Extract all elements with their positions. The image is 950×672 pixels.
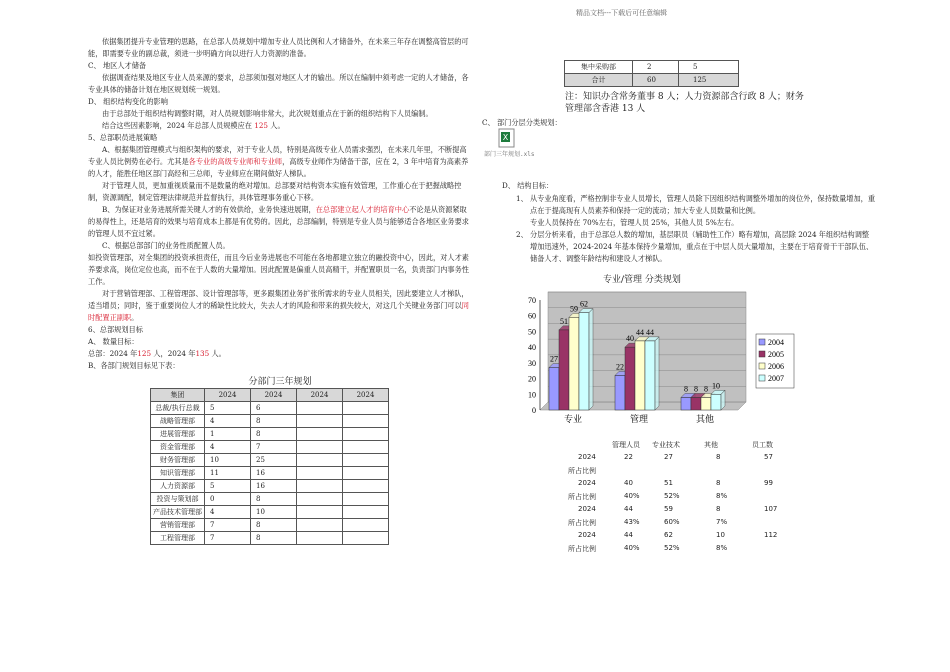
- table-cell: 工程管理部: [151, 532, 205, 545]
- bar-chart: [512, 288, 802, 438]
- table-cell: 10: [205, 454, 251, 467]
- stats-cell: 44: [624, 531, 633, 539]
- table-cell: 6: [251, 402, 297, 415]
- list-text: 专业人员保持在 70%左右，管理人员 25%，其他人员 5%左右。: [530, 218, 739, 227]
- stats-row-label: 所占比例: [568, 545, 596, 553]
- stats-cell: 52%: [664, 544, 680, 552]
- stats-cell: 52%: [664, 492, 680, 500]
- paragraph-a: A、根据集团管理模式与组织架构的要求，对于专业人员，特别是高级专业人员需求强烈，在未来几年里，不断提高专业人员比例势在必行。尤其是各专业的高级专业师和专业师，高级专业师作为储备干部，应在 2，3 年中培育为高素养的人才，能胜任地区部门高经和三总师，专业师应在期间做好人梯队。: [88, 145, 469, 178]
- table-row: [151, 415, 389, 428]
- table-cell: 集中采购部: [565, 61, 633, 74]
- table-cell: 60: [633, 74, 679, 87]
- bar: [615, 375, 625, 410]
- table-cell: 4: [205, 415, 251, 428]
- stats-cell: 8: [716, 453, 721, 461]
- table-cell: 5: [205, 402, 251, 415]
- data-label: 8: [694, 384, 698, 394]
- table-cell: [343, 441, 389, 454]
- table-cell: [343, 415, 389, 428]
- table-cell: [343, 532, 389, 545]
- paragraph-invest: 如投资管理部，对全集团的投资承担责任，而且今后业务进展也不可能在各地都建立独立的融投资中心，因此，对人才素养要求高，岗位定位也高，而不在于人数的大量增加。因此配置是偏重人员高精干，并配置职员一名，负责部门内事务性工作。: [88, 253, 469, 286]
- table-cell: 5: [205, 480, 251, 493]
- table-row: [151, 467, 389, 480]
- table-cell: 资金管理部: [151, 441, 205, 454]
- stats-cell: 8%: [716, 544, 728, 552]
- table-cell: 7: [205, 519, 251, 532]
- table-cell: [297, 441, 343, 454]
- paragraph-cc: C、根据总部部门的业务性质配置人员。: [102, 241, 230, 250]
- stats-row-label: 2024: [578, 505, 596, 513]
- dept-table-header: 2024: [297, 389, 343, 402]
- table-row: [151, 519, 389, 532]
- stats-cell: 40%: [624, 492, 640, 500]
- stats-cell: 7%: [716, 518, 728, 526]
- table-cell: 投资与策划部: [151, 493, 205, 506]
- table-cell: 财务管理部: [151, 454, 205, 467]
- table-cell: 0: [205, 493, 251, 506]
- table-row: [151, 506, 389, 519]
- dept-table-header: 2024: [251, 389, 297, 402]
- table-cell: 16: [251, 480, 297, 493]
- table-cell: 合计: [565, 74, 633, 87]
- table-cell: [297, 428, 343, 441]
- dept-table-title: 分部门三年规划: [248, 377, 312, 387]
- stats-cell: 43%: [624, 518, 640, 526]
- list-text: 从专业角度看，严格控制非专业人员增长，管理人员除下因组织结构调整外增加的岗位外，保持数量增加，重点在于提高现有人员素养和保持一定的流动；加大专业人员数量和比例。: [530, 194, 876, 215]
- legend-label: 2004: [768, 338, 784, 347]
- stats-row-label: 所占比例: [568, 519, 596, 527]
- table-cell: 125: [679, 74, 739, 87]
- table-cell: 人力资源部: [151, 480, 205, 493]
- table-cell: [343, 493, 389, 506]
- table-row: [151, 480, 389, 493]
- list-item: [516, 217, 876, 229]
- data-label: 8: [684, 384, 688, 394]
- legend-label: 2006: [768, 362, 784, 371]
- bar: [645, 341, 655, 410]
- list-text: 分层分析来看，由于总部总人数的增加，基层职员（辅助性工作）略有增加，高层除 2024 年组织结构调整增加迅速外，2024-2024 年基本保持少量增加，重点在于中层人员大量增加，主要在于培育骨干干部队伍、储备人才、调整年龄结构和建设人才梯队。: [530, 230, 874, 263]
- bar: [559, 330, 569, 410]
- table-cell: 8: [251, 428, 297, 441]
- stats-cell: 8: [716, 505, 721, 513]
- data-label: 62: [580, 299, 588, 309]
- bar: [549, 368, 559, 410]
- data-label: 51: [560, 316, 568, 326]
- table-cell: [343, 519, 389, 532]
- table-cell: 4: [205, 441, 251, 454]
- table-cell: 知识管理部: [151, 467, 205, 480]
- table-cell: [297, 467, 343, 480]
- structure-goal-list: [516, 193, 876, 265]
- y-tick-label: 10: [528, 390, 536, 400]
- table-row: [565, 74, 739, 87]
- stats-cell: 57: [764, 453, 773, 461]
- table-cell: 25: [251, 454, 297, 467]
- paragraph-total: 总部：2024 年125 人，2024 年135 人。: [88, 349, 226, 358]
- stats-header: 专业技术: [652, 441, 680, 449]
- table-row: [151, 493, 389, 506]
- y-tick-label: 0: [532, 406, 536, 415]
- y-tick-label: 30: [528, 358, 536, 368]
- y-tick-label: 60: [528, 311, 536, 321]
- data-label: 59: [570, 304, 578, 314]
- table-cell: 产品技术管理部: [151, 506, 205, 519]
- table-cell: 进展管理部: [151, 428, 205, 441]
- excel-file-label[interactable]: 部门三年规划.xls: [484, 151, 535, 158]
- table-note: 注：知识办含常务董事 8 人；人力资源部含行政 8 人；财务管理部含香港 13 人: [565, 92, 804, 114]
- table-cell: 1: [205, 428, 251, 441]
- stats-row-label: 2024: [578, 479, 596, 487]
- stats-row-label: 所占比例: [568, 493, 596, 501]
- y-tick-label: 40: [528, 343, 536, 353]
- table-cell: [343, 454, 389, 467]
- data-label: 44: [636, 327, 644, 337]
- table-cell: 8: [251, 519, 297, 532]
- list-number: 2、: [516, 230, 528, 239]
- list-item: [516, 229, 876, 265]
- bar: [711, 394, 721, 410]
- x-tick-label: 其他: [695, 415, 715, 425]
- table-cell: [343, 480, 389, 493]
- stats-cell: 27: [664, 453, 673, 461]
- stats-cell: 107: [764, 505, 778, 513]
- legend-label: 2007: [768, 374, 784, 383]
- bar: [701, 397, 711, 410]
- stats-row-label: 所占比例: [568, 467, 596, 475]
- table-cell: 7: [205, 532, 251, 545]
- data-label: 27: [550, 354, 558, 364]
- paragraph-mgr: 对于管理人员，更加重视质量而不是数量的绝对增加。总部要对结构资本实施有效管理，工作重心在于把握战略控制，资源调配，制定管理法律规范并监督执行，具体管理事务重心下移。: [88, 181, 462, 202]
- bar: [625, 347, 635, 410]
- stats-row-label: 2024: [578, 531, 596, 539]
- stats-cell: 10: [716, 531, 725, 539]
- table-cell: 8: [251, 415, 297, 428]
- y-tick-label: 50: [528, 327, 536, 337]
- data-label: 8: [704, 384, 708, 394]
- stats-header: 员工数: [752, 441, 773, 449]
- paragraph-talent: 依据集团提升专业管理的思路，在总部人员规划中增加专业人员比例和人才储备外，在未来三年存在调整高管层的可能，即需要专业的副总裁，须进一步明确方向以进行人力资源的准备。: [88, 37, 469, 58]
- data-label: 10: [712, 381, 720, 391]
- bar-side: [589, 309, 593, 410]
- stats-row-label: 2024: [578, 453, 596, 461]
- table-cell: [297, 493, 343, 506]
- stats-cell: 99: [764, 479, 773, 487]
- table-cell: 10: [251, 506, 297, 519]
- table-cell: 5: [679, 61, 739, 74]
- table-cell: [297, 415, 343, 428]
- table-cell: [297, 402, 343, 415]
- list-number: [516, 217, 530, 229]
- chart-title: 专业/管理 分类规划: [603, 275, 681, 285]
- stats-cell: 62: [664, 531, 673, 539]
- table-cell: [297, 506, 343, 519]
- bar: [691, 397, 701, 410]
- dept-table-header: 2024: [343, 389, 389, 402]
- table-row: [151, 441, 389, 454]
- list-number: 1、: [516, 194, 528, 203]
- table-cell: [297, 519, 343, 532]
- table-row: [151, 428, 389, 441]
- heading-strategy: 5、总部职员进展策略: [88, 133, 158, 142]
- stats-cell: 60%: [664, 518, 680, 526]
- left-column: [88, 36, 472, 545]
- heading-goals: 6、总部规划目标: [88, 325, 143, 334]
- stats-cell: 59: [664, 505, 673, 513]
- table-cell: 2: [633, 61, 679, 74]
- stats-cell: 44: [624, 505, 633, 513]
- svg-text:X: X: [502, 133, 509, 142]
- paragraph-regional: 依据调查结果及地区专业人员来源的要求，总部须加强对地区人才的输出。所以在编制中须考虑一定的人才储备，各专业具体的储备计划在地区规划统一规划。: [88, 73, 469, 94]
- data-label: 40: [626, 334, 634, 344]
- table-cell: 营销管理部: [151, 519, 205, 532]
- stats-header: 管理人员: [612, 441, 640, 449]
- bar-side: [655, 337, 659, 410]
- stats-cell: 40: [624, 479, 633, 487]
- dept-table-header: 2024: [205, 389, 251, 402]
- paragraph-sales: 对于营销管理部、工程管理部、设计管理部等，更多跟集团业务扩张所需求的专业人员相关，因此要建立人才梯队，适当增员；同时，鉴于重要岗位人才的稀缺性比较大，失去人才的风险和带来的损失较大，对这几个关键业务部门可以同时配置正副职。: [88, 289, 469, 322]
- data-label: 22: [616, 362, 624, 372]
- table-cell: [343, 402, 389, 415]
- heading-quantity: A、 数量目标：: [88, 337, 139, 346]
- paragraph-combine: 结合这些因素影响，2024 年总部人员规模应在 125 人。: [102, 121, 285, 130]
- x-tick-label: 管理: [629, 415, 649, 425]
- table-cell: [343, 467, 389, 480]
- table-row: [151, 532, 389, 545]
- bar: [681, 397, 691, 410]
- table-cell: 11: [205, 467, 251, 480]
- table-cell: 16: [251, 467, 297, 480]
- legend-swatch: [759, 363, 765, 369]
- paragraph-b: B、为保证对业务进展所需关键人才的有效供给，业务快速进展期，在总部建立起人才的培育中心不论是从资源紧取的易得性上，还是培育的效果与培育成本上都是有优势的。因此，总部编制，特别是专业人员与能够适合各地区业务要求的管理人员不宜过紧。: [88, 205, 469, 238]
- table-cell: 7: [251, 441, 297, 454]
- summary-table: [564, 60, 739, 87]
- table-cell: [297, 480, 343, 493]
- paragraph-org-change: 由于总部处于组织结构调整时期，对人员规划影响非常大，此次规划重点在于新的组织结构下人员编制。: [102, 109, 433, 118]
- stats-header: 其他: [704, 441, 718, 449]
- heading-regional: C、 地区人才储备: [88, 61, 147, 70]
- bar: [579, 313, 589, 410]
- dept-table-header: 集团: [151, 389, 205, 402]
- stats-cell: 112: [764, 531, 778, 539]
- table-cell: [343, 428, 389, 441]
- table-row: [151, 454, 389, 467]
- dept-table: [150, 388, 389, 545]
- table-cell: [343, 506, 389, 519]
- heading-layer-plan: C、 部门分层分类规划：: [482, 118, 562, 127]
- table-cell: 4: [205, 506, 251, 519]
- table-cell: [297, 454, 343, 467]
- legend-swatch: [759, 339, 765, 345]
- heading-org-change: D、 组织结构变化的影响: [88, 97, 168, 106]
- stats-cell: 51: [664, 479, 673, 487]
- table-row: [565, 61, 739, 74]
- stats-cell: 8%: [716, 492, 728, 500]
- heading-structure-goal: D、 结构目标：: [502, 181, 554, 190]
- table-cell: 8: [251, 532, 297, 545]
- table-cell: 8: [251, 493, 297, 506]
- heading-dept: B、各部门规划目标见下表：: [88, 361, 180, 370]
- table-cell: 战略管理部: [151, 415, 205, 428]
- stats-cell: 8: [716, 479, 721, 487]
- y-tick-label: 20: [528, 374, 536, 384]
- stats-cell: 22: [624, 453, 633, 461]
- bar: [635, 341, 645, 410]
- list-item: [516, 193, 876, 217]
- header-note: 精品文档---下载后可任意编辑: [576, 9, 668, 17]
- data-label: 44: [646, 327, 654, 337]
- table-cell: [297, 532, 343, 545]
- table-cell: 总裁/执行总裁: [151, 402, 205, 415]
- stats-cell: 40%: [624, 544, 640, 552]
- bar: [569, 317, 579, 410]
- legend-label: 2005: [768, 350, 784, 359]
- legend-swatch: [759, 351, 765, 357]
- legend-swatch: [759, 375, 765, 381]
- y-tick-label: 70: [528, 296, 536, 305]
- table-row: [151, 402, 389, 415]
- x-tick-label: 专业: [563, 415, 583, 425]
